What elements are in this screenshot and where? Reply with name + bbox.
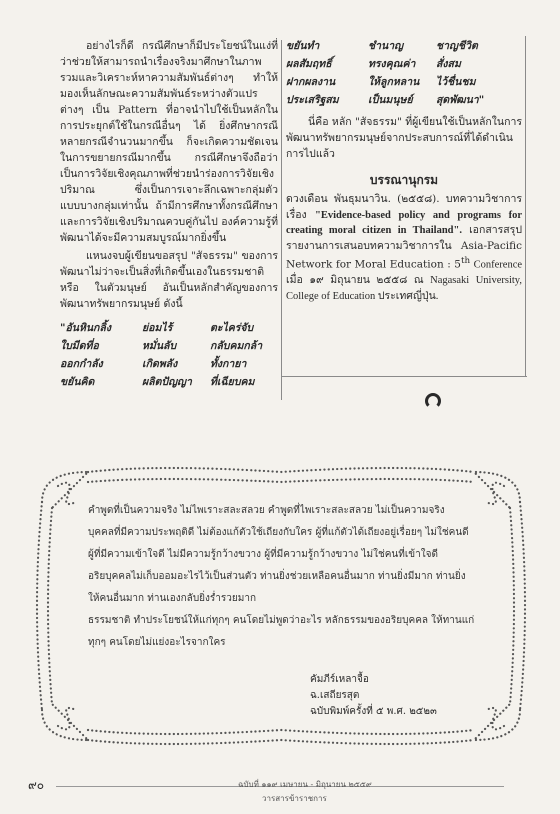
- poem-left-line: ผลิตปัญญา: [142, 376, 192, 388]
- poem-right-line: เป็นมนุษย์: [368, 94, 413, 106]
- poem-right-line: ฝากผลงาน: [286, 76, 336, 88]
- poem-left-line: ทั้งกายา: [210, 358, 247, 370]
- poem-left-line: ออกกำลัง: [60, 358, 103, 370]
- poem-right-line: ผลสัมฤทธิ์: [286, 58, 332, 70]
- signature-line: ฉ.เสถียรสุต: [310, 690, 360, 701]
- footer-issue: ฉบับที่ ๑๑๙ เมษายน - มิถุนายน ๒๕๕๙: [238, 780, 372, 789]
- quote-line: ธรรมชาติ ทำประโยชน์ให้แก่ทุกๆ คนโดยไม่พูดว่าอะไร หลักธรรมของอริยบุคคล ให้ทานแก่: [88, 615, 474, 626]
- poem-left-line: กลับคมกล้า: [210, 340, 263, 352]
- poem-right-line: ชำนาญ: [368, 40, 404, 52]
- page-number: ๙๐: [28, 778, 45, 792]
- swirl-ornament-icon: [425, 393, 441, 409]
- frame-right-edge: [525, 36, 526, 376]
- bibliography-entry: [286, 192, 522, 304]
- poem-left-line: ย่อมไร้: [142, 322, 173, 334]
- poem-right: [286, 38, 522, 108]
- right-paragraph: นี่คือ หลัก "สัจธรรม" ที่ผู้เขียนใช้เป็นหลักในการพัฒนาทรัพยากรมนุษย์จากประสบการณ์ที่ได้ดำเนินการไปแล้ว: [286, 116, 522, 160]
- poem-left-line: ที่เฉียบคม: [210, 376, 255, 388]
- quote-line: ทุกๆ คนโดยไม่แย่งอะไรจากใคร: [88, 637, 226, 648]
- poem-right-line: ไว้ชื่นชม: [436, 76, 476, 88]
- poem-right-line: สั่งสม: [436, 58, 461, 70]
- bibliography-title-en: "Evidence-based policy and programs for creating moral citizen in Thailand".: [286, 209, 522, 236]
- quote-line: อริยบุคคลไม่เก็บออมอะไรไว้เป็นส่วนตัว ท่านยิ่งช่วยเหลือคนอื่นมาก ท่านยิ่งมีมาก ท่านยิ่ง: [88, 571, 466, 582]
- quote-line: บุคคลที่มีความประพฤติดี ไม่ต้องแก้ตัวใช้เถียงกับใคร ผู้ที่แก้ตัวได้เถียงอยู่เรื่อยๆ ไม่ใช่คนดี: [88, 527, 469, 538]
- left-paragraph-1: อย่างไรก็ดี กรณีศึกษาก็มีประโยชน์ในแง่ที่ว่าช่วยให้สามารถนำเรื่องจริงมาศึกษาในภาพรวมและวิเคราะห์หาความสัมพันธ์ต่างๆ ทำให้มองเห็นลักษณะความสัมพันธ์ระหว่างตัวแปรต่างๆ เป็น Pattern ที่อาจนำไปใช้เป็นหลักในการประยุกต์ใช้ในกรณีอื่นๆ ได้ ยิ่งศึกษากรณีหลายกรณีจำนวนมากขึ้น ก็จะเกิดความชัดเจนในการขยายกรณีมากขึ้น กรณีศึกษาจึงถือว่าเป็นการวิจัยเชิงคุณภาพที่ช่วยนำร่องการวิจัยเชิงปริมาณ ซึ่งเป็นการเจาะลึกเฉพาะกลุ่มตัวแบบบางกลุ่มเท่านั้น ถ้ามีการศึกษาทั้งกรณีศึกษาและการวิจัยเชิงปริมาณควบคู่กันไป องค์ความรู้ที่พัฒนาได้จะมีความสมบูรณ์มากยิ่งขึ้น: [60, 40, 278, 244]
- poem-left-line: ตะไคร่จับ: [210, 322, 254, 334]
- bibliography-author: ดวงเดือน พันธุมนาวิน. (๒๕๕๘). บทความวิชาการเรื่อง: [286, 193, 522, 221]
- poem-right-line: ขยันทำ: [286, 40, 320, 52]
- poem-left-line: ขยันคิด: [60, 376, 95, 388]
- bibliography-source: เอกสารสรุปรายงานการเสนอบทความวิชาการใน Asia-Pacific Network for Moral Education : 5: [286, 224, 522, 271]
- footer-logo: วารสารข้าราชการ: [262, 794, 327, 803]
- signature-line: คัมภีร์เหลาจื้อ: [310, 674, 369, 685]
- quote-line: ให้คนอื่นมาก ท่านเองกลับยิ่งร่ำรวยมาก: [88, 593, 256, 604]
- left-paragraph-2: แหนงจบผู้เขียนขอสรุป "สัจธรรม" ของการพัฒนาไม่ว่าจะเป็นสิ่งที่เกิดขึ้นเองในธรรมชาติ หรือ ในตัวมนุษย์ อันเป็นหลักสำคัญของการพัฒนาทรัพยากรมนุษย์ ดังนี้: [60, 250, 278, 310]
- column-divider: [281, 40, 282, 400]
- poem-right-line: ทรงคุณค่า: [368, 58, 416, 70]
- quote-line: ผู้ที่มีความเข้าใจดี ไม่มีความรู้กว้างขวาง ผู้ที่มีความรู้กว้างขวาง ไม่ใช่คนที่เข้าใจดี: [88, 549, 438, 560]
- bibliography-details: Conference เมื่อ ๑๙ มิถุนายน ๒๕๕๘ ณ Nagasaki University, College of Education ประเทศญี่ปุ่น.: [286, 259, 523, 302]
- bibliography-sup: th: [460, 256, 471, 266]
- poem-left-line: ใบมีดที่อ: [60, 340, 99, 352]
- poem-right-line: สุดพัฒนา": [436, 94, 485, 106]
- poem-right-line: ชาญชีวิต: [436, 40, 478, 52]
- poem-left-line: "อันหินกลิ้ง: [60, 322, 111, 334]
- signature-line: ฉบับพิมพ์ครั้งที่ ๕ พ.ศ. ๒๕๒๓: [310, 706, 437, 717]
- frame-bottom-edge: [281, 376, 527, 377]
- quote-line: คำพูดที่เป็นความจริง ไม่ไพเราะสละสลวย คำพูดที่ไพเราะสละสลวย ไม่เป็นความจริง: [88, 505, 445, 516]
- poem-right-line: ให้ลูกหลาน: [368, 76, 420, 88]
- poem-right-line: ประเสริฐสม: [286, 94, 339, 106]
- bibliography-title: บรรณานุกรม: [369, 173, 439, 187]
- poem-left-line: หมั่นลับ: [142, 340, 177, 352]
- poem-left-line: เกิดพลัง: [142, 358, 178, 370]
- quote-text: [88, 500, 474, 654]
- left-column: [60, 38, 278, 390]
- right-column: [286, 38, 522, 304]
- poem-left: [60, 320, 278, 390]
- quote-signature: [310, 672, 437, 720]
